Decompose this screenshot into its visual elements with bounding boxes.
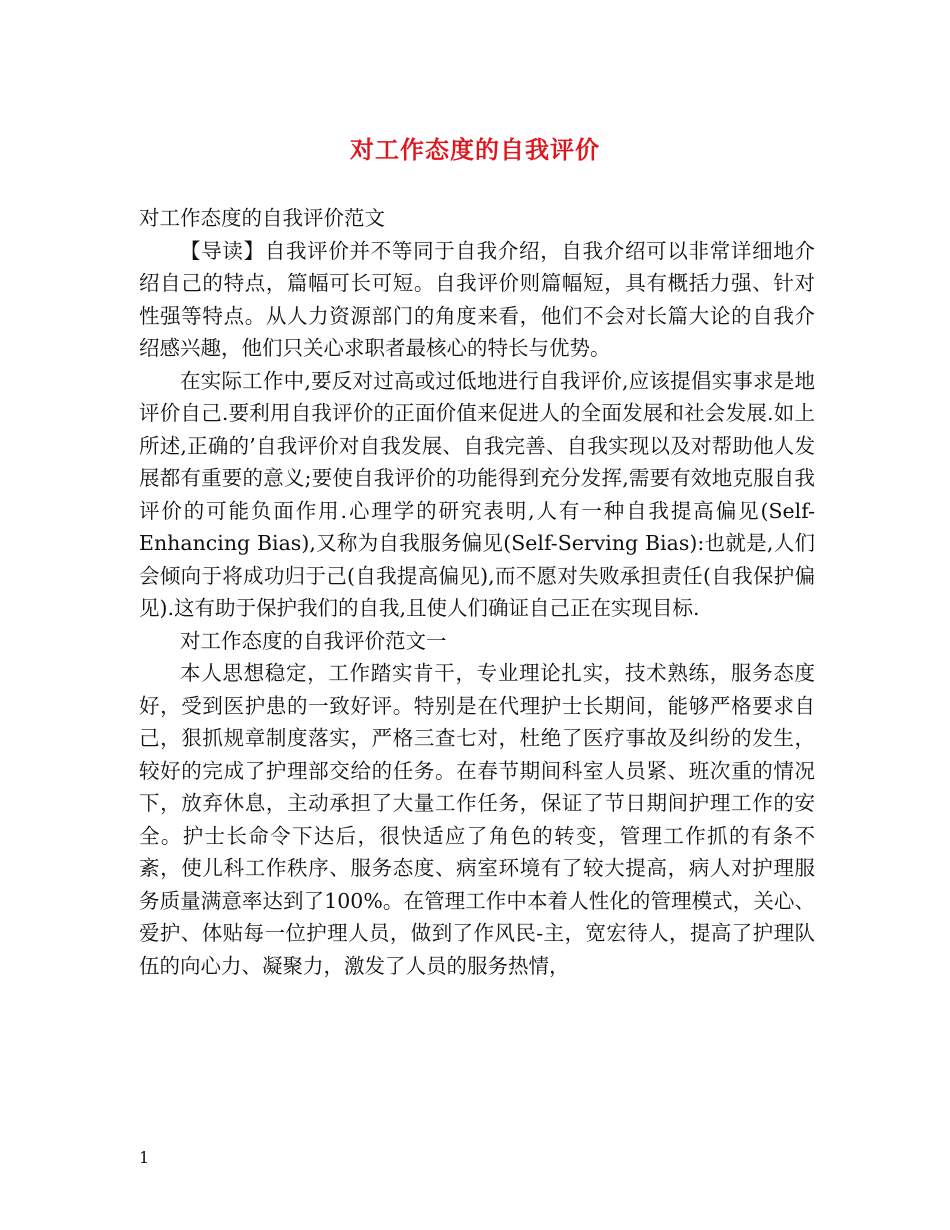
page-number: 1	[139, 1148, 150, 1167]
paragraph-sample-one: 本人思想稳定，工作踏实肯干，专业理论扎实，技术熟练，服务态度好，受到医护患的一致好评。特别是在代理护士长期间，能够严格要求自己，狠抓规章制度落实，严格三查七对，杜绝了医疗事故及纠纷的发生，较好的完成了护理部交给的任务。在春节期间科室人员紧、班次重的情况下，放弃休息，主动承担了大量工作任务，保证了节日期间护理工作的安全。护士长命令下达后，很快适应了角色的转变，管理工作抓的有条不紊，使儿科工作秩序、服务态度、病室环境有了较大提高，病人对护理服务质量满意率达到了100%。在管理工作中本着人性化的管理模式，关心、爱护、体贴每一位护理人员，做到了作风民-主，宽宏待人，提高了护理队伍的向心力、凝聚力，激发了人员的服务热情，	[139, 661, 815, 978]
page-title: 对工作态度的自我评价	[350, 135, 600, 164]
document-body	[139, 202, 815, 982]
paragraph-practice: 在实际工作中,要反对过高或过低地进行自我评价,应该提倡实事求是地评价自己.要利用自我评价的正面价值来促进人的全面发展和社会发展.如上所述,正确的’自我评价对自我发展、自我完善、自我实现以及对帮助他人发展都有重要的意义;要使自我评价的功能得到充分发挥,需要有效地克服自我评价的可能负面作用.心理学的研究表明,人有一种自我提高偏见(Self- Enhancing Bias),又称为自我服务偏见(Self-Serving Bias):也就是,人们会倾向于将成功归于己(自我提高偏见),而不愿对失败承担责任(自我保护偏见).这有助于保护我们的自我,且使人们确证自己正在实现目标.	[139, 368, 815, 620]
paragraph-intro: 【导读】自我评价并不等同于自我介绍，自我介绍可以非常详细地介绍自己的特点，篇幅可长可短。自我评价则篇幅短，具有概括力强、针对性强等特点。从人力资源部门的角度来看，他们不会对长篇大论的自我介绍感兴趣，他们只关心求职者最核心的特长与优势。	[139, 238, 815, 360]
paragraph-heading: 对工作态度的自我评价范文	[139, 206, 385, 230]
paragraph-subheading: 对工作态度的自我评价范文一	[180, 628, 447, 653]
